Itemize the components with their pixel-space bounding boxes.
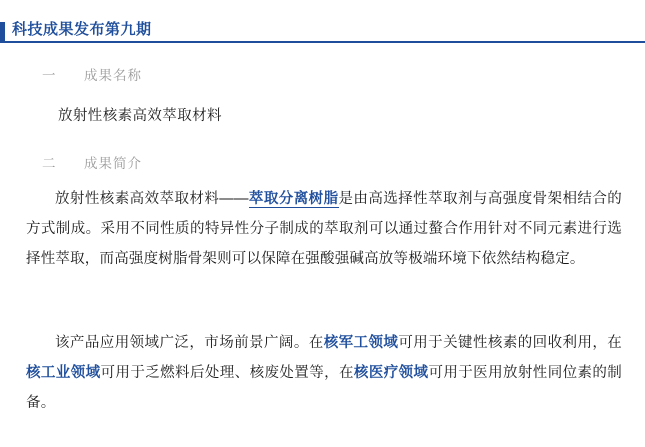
- p1-keyword-extraction-resin: 萃取分离树脂: [248, 191, 339, 207]
- p2-segment-1: 该产品应用领域广泛，市场前景广阔。在: [55, 335, 324, 351]
- section-label-2: 成果简介: [84, 156, 142, 171]
- p2-keyword-nuclear-industry: 核工业领域: [26, 365, 101, 381]
- intro-paragraph-2: [26, 328, 622, 418]
- p2-keyword-nuclear-military: 核军工领域: [323, 335, 399, 351]
- header-accent-bar: [0, 22, 5, 42]
- section-heading-result-name: [42, 64, 142, 84]
- p2-keyword-nuclear-medicine: 核医疗领域: [353, 365, 429, 381]
- section-heading-result-intro: [42, 152, 142, 172]
- intro-paragraph-1: [26, 184, 622, 274]
- page-title: 科技成果发布第九期: [12, 21, 152, 38]
- section-number-1: 一: [42, 68, 57, 83]
- p2-segment-3: 可用于乏燃料后处理、核废处置等，在: [100, 365, 354, 381]
- p2-segment-2: 可用于关键性核素的回收利用，在: [398, 335, 623, 351]
- p1-segment-2: 是由高选择性萃取剂与高强度骨架相结合的方式制成。采用不同性质的特异性分子制成的萃取剂可以通过螯合作用针对不同元素进行选择性萃取，而高强度树脂骨架则可以保障在强酸强碱高放等极端环境下依然结构稳定。: [26, 191, 622, 267]
- result-name-value: 放射性核素高效萃取材料: [58, 108, 222, 124]
- p1-segment-1: 放射性核素高效萃取材料——: [55, 191, 249, 207]
- section-label-1: 成果名称: [84, 68, 142, 83]
- p2-segment-4: 可用于医用放射性同位素的制备。: [26, 365, 623, 411]
- document-header: [0, 9, 645, 43]
- section-number-2: 二: [42, 156, 57, 171]
